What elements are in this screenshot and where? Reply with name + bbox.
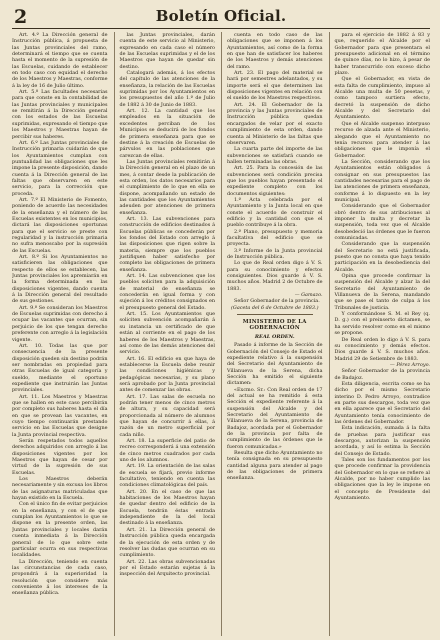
paragraph: Considerando que el Gobernador obró dentro de sus atribuciones al imponer la multa y decretar la suspensión, toda vez que el Alcalde desobedeció las órdenes que le fueron comunicadas. xyxy=(334,203,430,241)
paragraph: Art. 9.º Se consideran los Maestros de Escuelas suprimidas con derecho á ocupar las vacantes que ocurran, sin perjuicio de los que tengan derecho preferente con arreglo á la legislación vigente. xyxy=(12,304,108,343)
paragraph: Con el único fin de evitar perjuicios en la enseñanza, y con el de que cumplan los Ayuntamientos lo que se dispone en la presente orden, las Juntas provinciales y locales darán cuenta inmediata á la Dirección general de lo que sobre este particular ocurra en sus respectivas localidades. xyxy=(12,501,108,559)
signature: — Pérez Arroyo. xyxy=(389,361,430,368)
paragraph: Art. 20. En el caso de que las habitaciones de los Maestros hayan de quedar dentro del edificio de la Escuela, tendrán éstas entrada independiente de la del local destinado á la enseñanza. xyxy=(119,488,215,527)
paragraph: Esta diligencia, escrita como se ha dicho por el mismo Secretario interino D. Pedro Arroyo, contradice en parte sus descargos, toda vez que en ella aparece que el Secretario del Ayuntamiento tenía conocimiento de las órdenes del Gobernador. xyxy=(334,380,430,425)
section-divider xyxy=(237,314,313,315)
paragraph: Art. 8.º Si los Ayuntamientos no satisficieren las obligaciones que respecto de ellos se establecen, las Juntas provinciales los apremiarán en la forma determinada en las disposiciones vigentes, dando cuenta á la Dirección general del resultado de sus gestiones. xyxy=(12,254,108,305)
column-3 xyxy=(221,32,323,636)
paragraph: Art. 17. Las salas de escuela no podrán tener menos de cinco metros de altura, y su capacidad será proporcionada al número de alumnos que hayan de concurrir á ellas, á razón de un metro superficial por cada niño. xyxy=(119,393,215,438)
paragraph: Señor Gobernador de la provincia. xyxy=(234,298,320,305)
paragraph: Art. 25. Para la concesión de las subvenciones será condición precisa que los pueblos hayan presentado el expediente completo con los documentos siguientes: xyxy=(227,165,323,197)
paragraph: Pasado á informe de la Sección de Gobernación del Consejo de Estado el expediente relativo á la suspensión del Secretario del Ayuntamiento de Villanueva de la Serena, dicha Sección ha emitido el siguiente dictamen: xyxy=(227,342,323,387)
paragraph: Art. 4.º La Dirección general de Instrucción pública, á propuesta de las Juntas provinciales del ramo, determinará el tiempo que se cuenta hasta el momento de la supresión de las Escuelas, cuidando de establecer en todo caso con equidad el derecho de los Maestros y Maestras, conforme á la ley de 16 de Julio último. xyxy=(12,32,108,89)
paragraph: Serán respetados todos aquellos derechos adquiridos con arreglo á las disposiciones vigentes por los Maestros que hayan de cesar por virtud de la supresión de sus Escuelas. xyxy=(12,438,108,476)
order-heading: REAL ORDEN. xyxy=(254,333,295,340)
paragraph: Art. 11. Los Maestros y Maestras que se hallen en este caso percibirán por completo sus haberes hasta el día en que se provean las vacantes, en cuyo tiempo continuarán prestando servicio en las Escuelas que designe la Junta provincial respectiva. xyxy=(12,393,108,438)
paragraph: Los Maestros deberán necesariamente y sin excusa los libros de las asignaturas matriculadas que hayan existido en la Escuela. xyxy=(12,476,108,502)
paragraph: Art. 15. Los Ayuntamientos que soliciten subvención acompañarán á su instancia un certificado de que están al corriente en el pago de los haberes de los Maestros y Maestras, así como de las demás atenciones del servicio. xyxy=(119,311,215,356)
paragraph: Esta indicación, sumada á la falta de pruebas para justificar sus descargos, autorizan la suspensión acordada, y así lo estima la Sección del Consejo de Estado. xyxy=(334,425,430,457)
paragraph: Art. 13. Las subvenciones para construcción de edificios destinados á Escuelas públicas se concederán por los fondos del Estado con arreglo á las disposiciones que rigen sobre la materia, siempre que los pueblos justifiquen haber satisfecho por completo las obligaciones de primera enseñanza. xyxy=(119,215,215,273)
column-1 xyxy=(12,32,108,636)
publication-title: Boletín Oficial. xyxy=(155,7,287,25)
paragraph: Art. 22. Las obras subvencionadas por el Estado estarán sujetas á la inspección del Arquitecto provincial. xyxy=(119,558,215,578)
section-heading: MINISTERIO DE LA GOBERNACIÓN xyxy=(242,319,307,332)
paragraph: La Dirección, teniendo en cuenta las circunstancias de cada caso, propondrá á la superioridad la resolución que considere más conveniente á los intereses de la enseñanza pública. xyxy=(12,558,108,597)
paragraph: Art. 14. Las subvenciones que los pueblos soliciten para la adquisición de material de enseñanza se concederán en igual forma y con sujeción á los créditos consignados en el presupuesto general del Estado. xyxy=(119,273,215,311)
column-2 xyxy=(114,32,216,636)
gazette-citation: (Gaceta del 6 de Octubre de 1883.) xyxy=(231,304,319,311)
paragraph: De Real orden lo digo á V. S. para su conocimiento y demás efectos. Dios guarde á V. S. muchos años. Madrid 29 de Setiembre de 1883. xyxy=(334,336,430,362)
paragraph: Art. 5.º Las facultades necesarias para que conste en la contabilidad de las Juntas provinciales y municipales se remitirán á la Dirección general con los estados de las Escuelas suprimidas, expresando el tiempo que los Maestros y Maestras hayan de percibir sus haberes. xyxy=(12,89,108,140)
page-number: 2 xyxy=(14,6,28,28)
signature: — Gamazo. xyxy=(294,292,323,299)
paragraph: Art. 19. La orientación de las salas de escuela se fijará, previo informe facultativo, teniendo en cuenta las condiciones climatológicas del país. xyxy=(119,463,215,489)
paragraph: Art. 16. El edificio en que haya de establecerse la Escuela debe reunir las condiciones higiénicas y pedagógicas necesarias, y su plano será aprobado por la Junta provincial antes de comenzar las obras. xyxy=(119,355,215,394)
paragraph: La cuarta parte del importe de las subvenciones se satisfará cuando se hallen terminadas las obras. xyxy=(227,146,323,165)
paragraph: Art. 23. El pago del material se hará por semestres adelantados, y su importe será el que determinen las disposiciones vigentes en relación con el sueldo de los Maestros respectivos. xyxy=(227,70,323,102)
paragraph: Art. 24. El Gobernador de la provincia y las Juntas provinciales de Instrucción pública quedan encargados de velar por el exacto cumplimiento de esta orden, dando cuenta al Ministerio de las faltas que observaren. xyxy=(227,101,323,146)
paragraph: cuenta en todo caso de las obligaciones que se imponen á los Ayuntamientos, así como de la forma en que han de satisfacer los haberes de los Maestros y demás atenciones del ramo. xyxy=(227,32,323,70)
paragraph: 1.º Acta celebrada por el Ayuntamiento y la Junta local en que conste el acuerdo de construir el edificio y la cantidad con que el pueblo contribuye á la obra. xyxy=(227,196,323,229)
paragraph: Tales son los fundamentos por los que procede confirmar la providencia del Gobernador en lo que se refiere al Alcalde, por no haber cumplido las obligaciones que la ley le impone en el concepto de Presidente del Ayuntamiento. xyxy=(334,457,430,502)
paragraph: Las Juntas provinciales remitirán á la Dirección general en el plazo de un mes, á contar desde la publicación de esta orden, los datos necesarios para el cumplimiento de lo que en ella se dispone, acompañando un estado de las cantidades que los Ayuntamientos adeuden por atenciones de primera enseñanza. xyxy=(119,158,215,216)
paragraph: Que el Alcalde suspenso interpuso recurso de alzada ante el Ministerio, alegando que el Ayuntamiento no tenía recursos para atender á las obligaciones que le imponía el Gobernador. xyxy=(334,120,430,159)
paragraph: 3.º Informe de la Junta provincial de Instrucción pública. xyxy=(227,247,323,261)
paragraph: Art. 18. La superficie del patio de recreo corresponderá á una extensión de cinco metros cuadrados por cada uno de los alumnos. xyxy=(119,438,215,464)
column-4 xyxy=(329,32,431,636)
paragraph: Lo que de Real orden digo á V. S. para su conocimiento y efectos consiguientes. Dios guarde á V. S. muchos años. Madrid 2 de Octubre de 1883. xyxy=(227,260,323,292)
paragraph: Art. 6.º Las Juntas provinciales de Instrucción primaria cuidarán de que los Ayuntamientos cumplan con puntualidad las obligaciones que les impone la presente disposición, dando cuenta á la Dirección general de las faltas que observaren en este servicio, para la corrección que proceda. xyxy=(12,139,108,197)
page-header xyxy=(12,6,430,29)
paragraph: Resulta que dicho Ayuntamiento no tenía consignada en su presupuesto cantidad alguna para atender al pago de las obligaciones de primera enseñanza. xyxy=(227,450,323,482)
paragraph: Y conformándose S. M. el Rey (q. D. g.) con el preinserto dictamen, se ha servido resolver como en el mismo se propone. xyxy=(334,311,430,337)
paragraph: Catalogará además, á los efectos del capítulo de las atenciones de la enseñanza, la relación de las Escuelas suprimidas por los Ayuntamientos en los presupuestos del año 1.º de Julio de 1882 á 30 de Junio de 1883. xyxy=(119,70,215,108)
paragraph: Señor Gobernador de la provincia de Badajoz. xyxy=(334,368,430,381)
paragraph: Que el Gobernador, en vista de esta falta de cumplimiento, impuso al Alcalde una multa de 50 pesetas, y como tampoco surtiera efecto, decretó la suspensión de dicho Alcalde y del Secretario del Ayuntamiento. xyxy=(334,76,430,121)
paragraph: Art. 10. Todas las que por consecuencia de la presente disposición queden sin destino podrán ser nombradas en propiedad para otras Escuelas de igual categoría y sueldo, mediante el oportuno expediente que instruirán las Juntas provinciales. xyxy=(12,342,108,394)
paragraph: «Excmo. Sr.: Con Real orden de 17 del actual se ha remitido á esta Sección el expediente referente á la suspensión del Alcalde y del Secretario del Ayuntamiento de Villanueva de la Serena, provincia de Badajoz, acordada por el Gobernador de la provincia por falta de cumplimiento de las órdenes que le fueron comunicadas.» xyxy=(227,386,323,450)
paragraph: La Sección, considerando que los Ayuntamientos están obligados á consignar en sus presupuestos las cantidades necesarias para el pago de las atenciones de primera enseñanza, conforme á lo dispuesto en la ley municipal. xyxy=(334,158,430,203)
paragraph: Art. 21. La Dirección general de Instrucción pública queda encargada de la ejecución de esta orden y de resolver las dudas que ocurran en su cumplimiento. xyxy=(119,526,215,559)
paragraph: para el ejercicio de 1882 á 83 y que, requerido el Alcalde por el Gobernador para que presentara el presupuesto adicional en el término de quince días, no lo hizo, á pesar de haber transcurrido con exceso dicho plazo. xyxy=(334,32,430,77)
paragraph: las Juntas provinciales, darán cuenta de este servicio al Ministerio, expresando en cada caso el número de las Escuelas suprimidas y el de los Maestros que hayan de quedar sin destino. xyxy=(119,32,215,70)
paragraph: Considerando que la suspensión del Secretario no está justificada, puesto que no consta que haya tenido participación en la desobediencia del Alcalde. xyxy=(334,241,430,273)
text-columns xyxy=(12,32,430,636)
paragraph: Art. 7.º El Ministerio de Fomento, poniendo de acuerdo las necesidades de la enseñanza y el número de las Escuelas existentes en los municipios, dictará las disposiciones oportunas para que el servicio se preste con regularidad y la instrucción primaria no sufra menoscabo por la supresión de las Escuelas. xyxy=(12,196,108,254)
paragraph: Art. 12. La cantidad que los empleados en la situación de excedentes perciban de los Municipios se deducirá de los fondos de primera enseñanza para que se destine á la creación de Escuelas de párvulos en las poblaciones que carezcan de ellas. xyxy=(119,108,215,159)
paragraph: 2.º Plano, presupuesto y memoria facultativa del edificio que se proyecta. xyxy=(227,228,323,248)
paragraph: Opina que procede confirmar la suspensión del Alcalde y alzar la del Secretario del Ayuntamiento de Villanueva de la Serena, mandando que se pase el tanto de culpa á los Tribunales de justicia. xyxy=(334,273,430,311)
